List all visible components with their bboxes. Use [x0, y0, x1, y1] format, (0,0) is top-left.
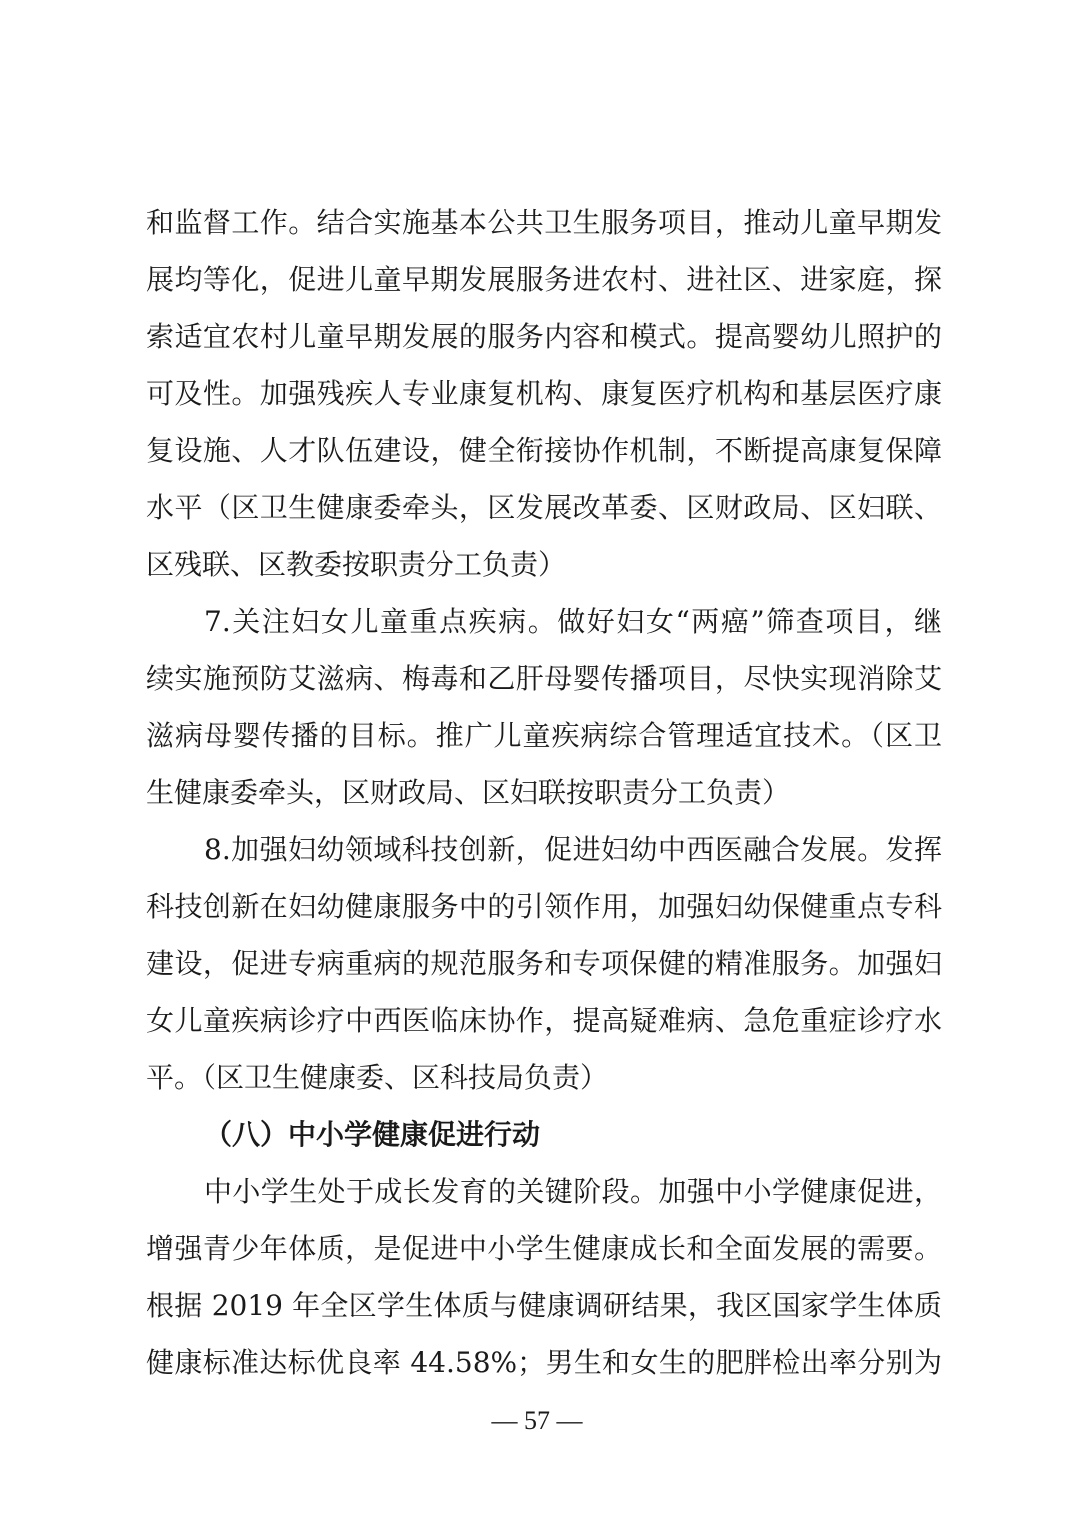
body-text-line: 8.加强妇幼领域科技创新，促进妇幼中西医融合发展。发挥: [204, 833, 942, 866]
body-text-line: 可及性。加强残疾人专业康复机构、康复医疗机构和基层医疗康: [146, 377, 942, 410]
body-text-line: 复设施、人才队伍建设，健全衔接协作机制，不断提高康复保障: [146, 434, 942, 467]
body-text-line: 索适宜农村儿童早期发展的服务内容和模式。提高婴幼儿照护的: [146, 320, 942, 353]
section-heading: （八）中小学健康促进行动: [204, 1118, 541, 1151]
page-number: — 57 —: [491, 1406, 583, 1435]
body-text-line: 中小学生处于成长发育的关键阶段。加强中小学健康促进，: [204, 1175, 942, 1208]
body-text-line: 区残联、区教委按职责分工负责）: [146, 548, 567, 581]
body-text-line: 平。（区卫生健康委、区科技局负责）: [146, 1061, 609, 1094]
body-text-line: 展均等化，促进儿童早期发展服务进农村、进社区、进家庭，探: [146, 263, 942, 296]
body-text-line: 生健康委牵头，区财政局、区妇联按职责分工负责）: [146, 776, 791, 809]
body-text-line: 科技创新在妇幼健康服务中的引领作用，加强妇幼保健重点专科: [146, 890, 942, 923]
body-text-line: 根据 2019 年全区学生体质与健康调研结果，我区国家学生体质: [146, 1289, 942, 1322]
body-text-line: 续实施预防艾滋病、梅毒和乙肝母婴传播项目，尽快实现消除艾: [146, 662, 942, 695]
body-text-line: 健康标准达标优良率 44.58%；男生和女生的肥胖检出率分别为: [146, 1346, 942, 1379]
body-text-line: 和监督工作。结合实施基本公共卫生服务项目，推动儿童早期发: [146, 206, 942, 239]
body-text-line: 女儿童疾病诊疗中西医临床协作，提高疑难病、急危重症诊疗水: [146, 1004, 942, 1037]
body-text-line: 7.关注妇女儿童重点疾病。做好妇女“两癌”筛查项目，继: [204, 605, 942, 638]
body-text-line: 建设，促进专病重病的规范服务和专项保健的精准服务。加强妇: [146, 947, 942, 980]
body-text-line: 滋病母婴传播的目标。推广儿童疾病综合管理适宜技术。（区卫: [146, 719, 942, 752]
body-text-line: 水平（区卫生健康委牵头，区发展改革委、区财政局、区妇联、: [146, 491, 942, 524]
body-text-line: 增强青少年体质，是促进中小学生健康成长和全面发展的需要。: [146, 1232, 942, 1265]
